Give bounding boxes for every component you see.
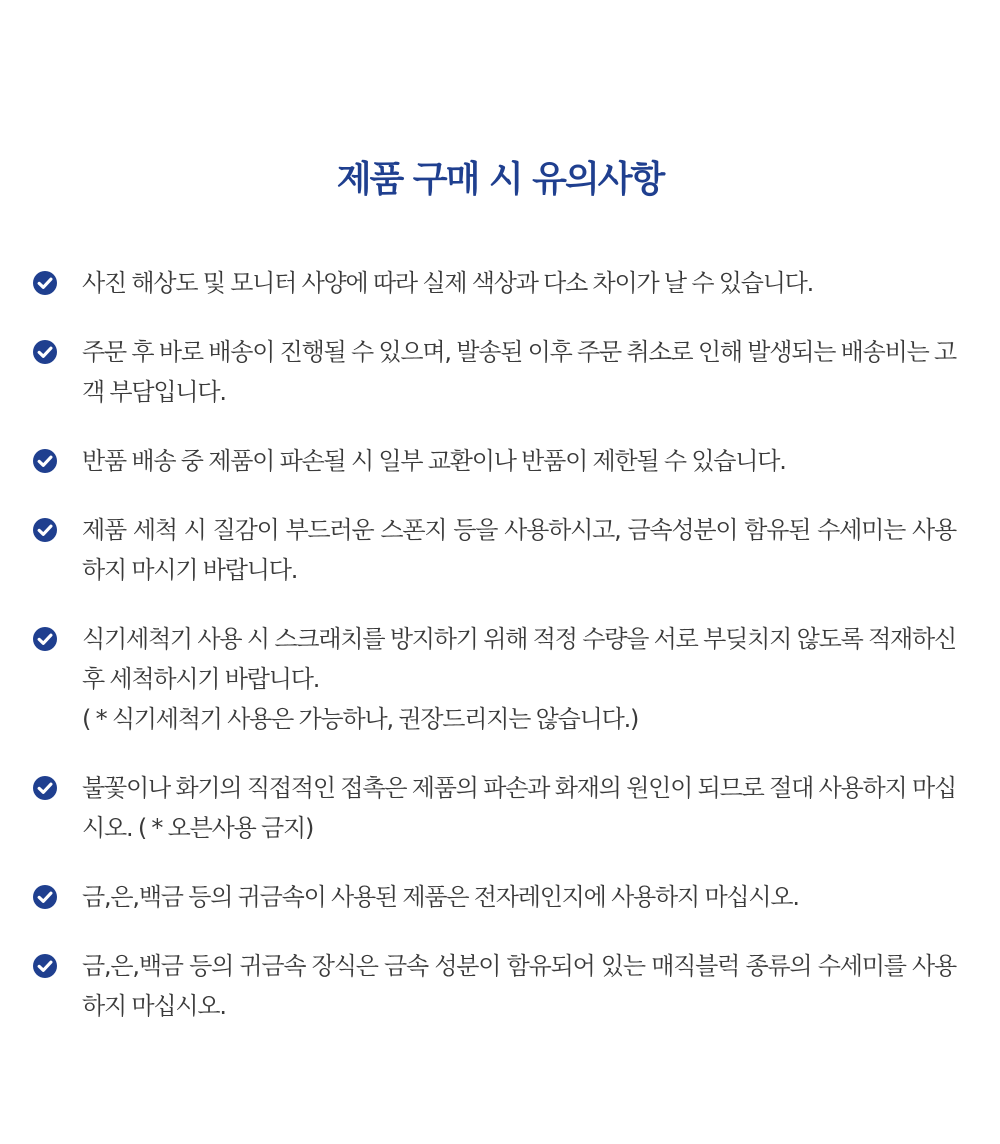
check-circle-icon xyxy=(32,884,58,910)
notice-text xyxy=(82,332,956,412)
check-circle-icon xyxy=(32,775,58,801)
check-circle-icon xyxy=(32,517,58,543)
notice-note: ( * 식기세척기 사용은 가능하나, 권장드리지는 않습니다.) xyxy=(82,705,639,733)
notice-line: 반품 배송 중 제품이 파손될 시 일부 교환이나 반품이 제한될 수 있습니다. xyxy=(82,447,786,475)
check-circle-icon xyxy=(32,626,58,652)
list-item xyxy=(32,441,956,481)
notice-text xyxy=(82,768,956,848)
list-item xyxy=(32,619,956,739)
check-circle-icon xyxy=(32,339,58,365)
list-item xyxy=(32,263,956,303)
notice-text xyxy=(82,619,956,739)
notice-line: 식기세척기 사용 시 스크래치를 방지하기 위해 적정 수량을 서로 부딪치지 않도록 적재하신 후 세척하시기 바랍니다. xyxy=(82,625,956,693)
notice-text xyxy=(82,877,956,917)
notice-list xyxy=(32,263,956,1055)
notice-text xyxy=(82,263,956,303)
check-circle-icon xyxy=(32,953,58,979)
notice-line: 금,은,백금 등의 귀금속 장식은 금속 성분이 함유되어 있는 매직블럭 종류의 수세미를 사용하지 마십시오. xyxy=(82,952,956,1020)
list-item xyxy=(32,510,956,590)
notice-line: 불꽃이나 화기의 직접적인 접촉은 제품의 파손과 화재의 원인이 되므로 절대 사용하지 마십시오. ( * 오븐사용 금지) xyxy=(82,774,956,842)
notice-line: 제품 세척 시 질감이 부드러운 스폰지 등을 사용하시고, 금속성분이 함유된 수세미는 사용하지 마시기 바랍니다. xyxy=(82,516,956,584)
list-item xyxy=(32,768,956,848)
page-title: 제품 구매 시 유의사항 xyxy=(336,159,664,201)
notice-text xyxy=(82,441,956,481)
list-item xyxy=(32,332,956,412)
notice-line: 사진 해상도 및 모니터 사양에 따라 실제 색상과 다소 차이가 날 수 있습니다. xyxy=(82,269,814,297)
list-item xyxy=(32,877,956,917)
check-circle-icon xyxy=(32,448,58,474)
notice-text xyxy=(82,510,956,590)
notice-text xyxy=(82,946,956,1026)
notice-line: 금,은,백금 등의 귀금속이 사용된 제품은 전자레인지에 사용하지 마십시오. xyxy=(82,883,799,911)
notice-line: 주문 후 바로 배송이 진행될 수 있으며, 발송된 이후 주문 취소로 인해 발생되는 배송비는 고객 부담입니다. xyxy=(82,338,956,406)
list-item xyxy=(32,946,956,1026)
check-circle-icon xyxy=(32,270,58,296)
